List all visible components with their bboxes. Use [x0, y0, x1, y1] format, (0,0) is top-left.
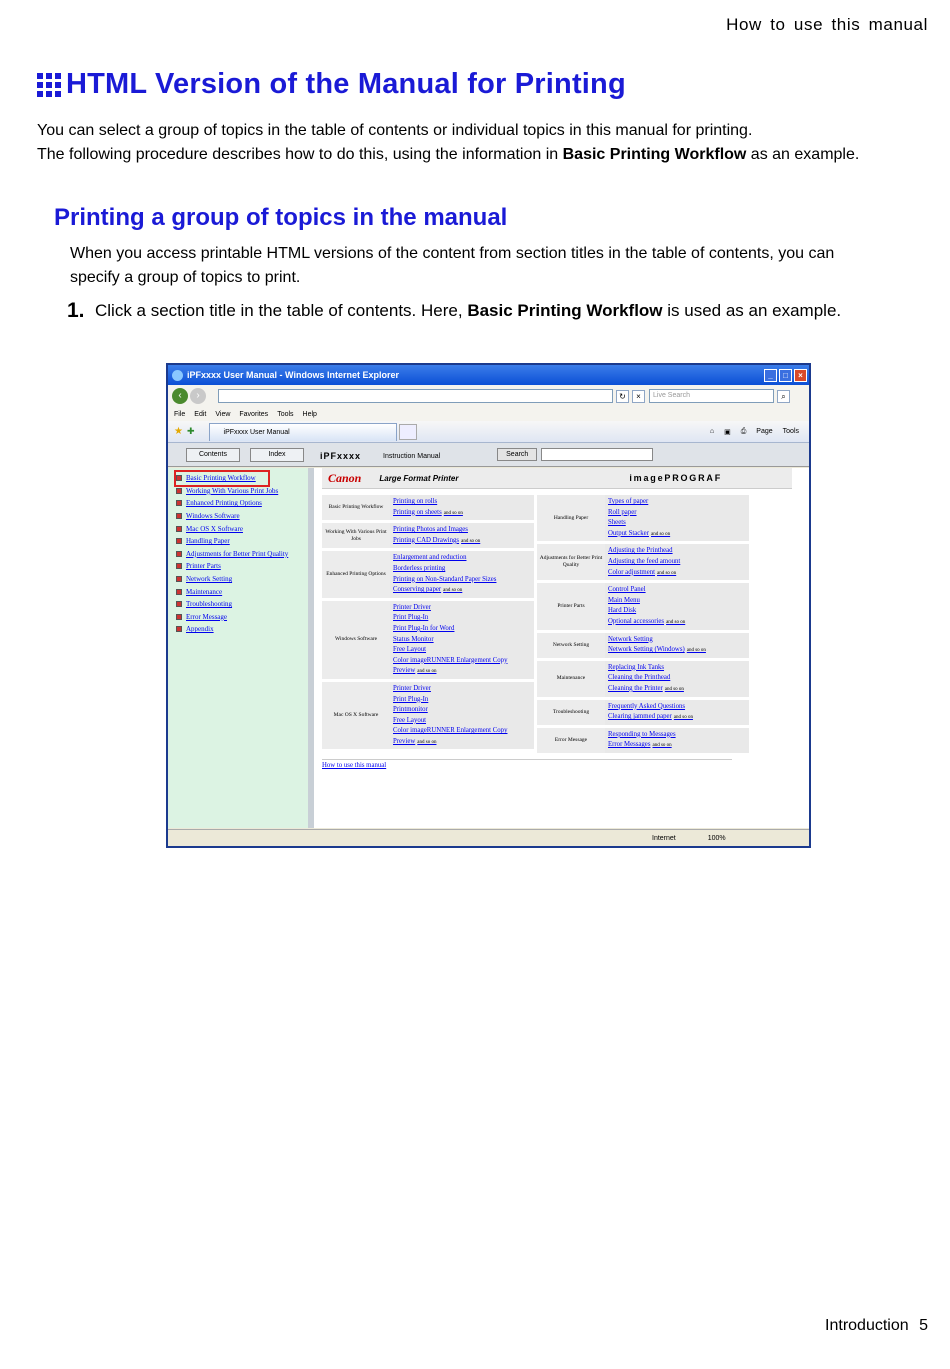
- topic-link[interactable]: [608, 730, 749, 741]
- search-button[interactable]: Search: [497, 448, 537, 461]
- topic-link[interactable]: [393, 508, 534, 519]
- section-heading: [37, 68, 626, 101]
- topic-link-label: Preview: [393, 737, 416, 745]
- toc-item[interactable]: [176, 585, 308, 598]
- back-icon[interactable]: ‹: [172, 388, 188, 404]
- topic-link-label: Print Plug-In: [393, 695, 429, 703]
- topic-link[interactable]: [608, 529, 749, 540]
- topic-category: [537, 544, 749, 580]
- bullet-icon: [176, 551, 182, 557]
- bullet-icon: [176, 526, 182, 532]
- topic-link-label: Adjusting the feed amount: [608, 557, 681, 565]
- category-links: [390, 601, 534, 679]
- tab-index[interactable]: Index: [250, 448, 304, 462]
- menu-edit[interactable]: Edit: [194, 410, 207, 418]
- bullet-icon: [176, 513, 182, 519]
- toc-item[interactable]: [176, 560, 308, 573]
- minimize-icon[interactable]: _: [764, 369, 777, 382]
- and-so-on-note: and so on: [461, 538, 481, 544]
- intro-line-1: You can select a group of topics in the table of contents or individual topics in this manual for printing.: [37, 122, 753, 139]
- toc-item-basic-printing-workflow[interactable]: [176, 472, 268, 485]
- topic-link[interactable]: [608, 617, 749, 628]
- page-menu[interactable]: Page: [756, 427, 773, 435]
- topic-link[interactable]: [608, 712, 749, 723]
- add-favorite-icon[interactable]: ✚: [186, 426, 195, 436]
- topic-column-right: [537, 495, 749, 756]
- topic-link[interactable]: [393, 635, 534, 646]
- bullet-icon: [176, 601, 182, 607]
- intro-paragraph: [37, 119, 917, 166]
- topic-link[interactable]: [608, 645, 749, 656]
- favorites-bar: [168, 421, 809, 443]
- topic-link-label: Sheets: [608, 519, 626, 527]
- stop-icon[interactable]: ×: [632, 390, 645, 403]
- menu-help[interactable]: Help: [302, 410, 317, 418]
- topic-link[interactable]: [393, 564, 534, 575]
- star-icon[interactable]: ★: [174, 426, 183, 437]
- topic-link-label: Clearing jammed paper: [608, 713, 672, 721]
- category-links: [390, 551, 534, 597]
- and-so-on-note: and so on: [650, 531, 671, 537]
- topic-link[interactable]: [393, 553, 534, 564]
- menu-favorites[interactable]: Favorites: [239, 410, 269, 418]
- bullet-icon: [176, 576, 182, 582]
- procedure-step: [67, 296, 867, 325]
- toc-label: Working With Various Print Jobs: [186, 486, 279, 495]
- address-bar: [168, 385, 809, 407]
- doc-title: Instruction Manual: [383, 453, 441, 460]
- topic-link-label: Print Plug-In: [393, 614, 429, 622]
- bullet-icon: [176, 538, 182, 544]
- toc-label: Printer Parts: [186, 562, 221, 571]
- category-name: Adjustments for Better Print Quality: [537, 544, 605, 580]
- topic-link-label: Color adjustment: [608, 568, 656, 576]
- toc-label: Troubleshooting: [186, 600, 233, 609]
- toc-label: Windows Software: [186, 512, 240, 521]
- topic-link-label: Hard Disk: [608, 607, 637, 615]
- topic-link[interactable]: [608, 702, 749, 713]
- and-so-on-note: and so on: [673, 715, 693, 721]
- topic-link-label: Output Stacker: [608, 529, 649, 537]
- bullet-icon: [176, 500, 182, 506]
- product-line: Large Format Printer: [379, 473, 459, 483]
- brand-banner: [322, 468, 792, 489]
- menu-bar: [168, 407, 809, 421]
- toc-item[interactable]: [176, 510, 308, 523]
- topic-link-label: Control Panel: [608, 586, 646, 594]
- topic-link-label: Enlargement and reduction: [393, 554, 467, 562]
- browser-tab[interactable]: iPFxxxx User Manual: [209, 423, 397, 441]
- topic-link-label: Preview: [393, 667, 416, 675]
- topic-link[interactable]: [608, 557, 749, 568]
- topic-category: [537, 583, 749, 629]
- topic-link-label: Printing Photos and Images: [393, 526, 468, 534]
- category-name: Maintenance: [537, 661, 605, 697]
- topic-link[interactable]: [393, 624, 534, 635]
- toc-label: Appendix: [186, 625, 214, 634]
- category-links: [605, 661, 749, 697]
- topic-category: [537, 700, 749, 725]
- menu-tools[interactable]: Tools: [277, 410, 294, 418]
- refresh-icon[interactable]: ↻: [616, 390, 629, 403]
- new-tab-button[interactable]: [399, 424, 417, 440]
- subheading: Printing a group of topics in the manual: [54, 204, 508, 231]
- topic-link-label: Printing CAD Drawings: [393, 536, 460, 544]
- topic-link[interactable]: [393, 585, 534, 596]
- and-so-on-note: and so on: [417, 669, 437, 675]
- topic-category: [322, 495, 534, 520]
- topic-link-label: Print Plug-In for Word: [393, 624, 455, 632]
- and-so-on-note: and so on: [664, 686, 684, 692]
- toc-item[interactable]: [176, 598, 308, 611]
- toc-label: Handling Paper: [186, 537, 230, 546]
- category-name: Handling Paper: [537, 495, 605, 541]
- toc-item[interactable]: [176, 611, 308, 624]
- zoom-level[interactable]: 100%: [707, 834, 726, 842]
- topic-link[interactable]: [393, 645, 534, 656]
- and-so-on-note: and so on: [443, 588, 463, 594]
- topic-column-left: [322, 495, 534, 756]
- subheading-description: When you access printable HTML versions of the content from section titles in the table of contents, you can specify a group of topics to print.: [70, 245, 835, 286]
- category-links: [390, 523, 534, 548]
- footer-section: Introduction: [825, 1317, 909, 1334]
- topic-link[interactable]: [393, 525, 534, 536]
- topic-link[interactable]: [393, 737, 534, 748]
- topic-link[interactable]: [608, 596, 749, 607]
- topic-link[interactable]: [608, 508, 749, 519]
- step-text-bold: Basic Printing Workflow: [467, 301, 663, 320]
- toc-item[interactable]: [176, 573, 308, 586]
- manual-main: [314, 468, 809, 828]
- grid-icon: [37, 73, 61, 97]
- bullet-icon: [176, 488, 182, 494]
- topic-link-label: Replacing Ink Tanks: [608, 663, 665, 671]
- menu-file[interactable]: File: [174, 410, 186, 418]
- topic-link-label: Error Messages: [608, 741, 651, 749]
- and-so-on-note: and so on: [443, 510, 463, 516]
- tools-menu[interactable]: Tools: [782, 427, 799, 435]
- category-name: Troubleshooting: [537, 700, 605, 725]
- category-links: [605, 583, 749, 629]
- and-so-on-note: and so on: [657, 570, 677, 576]
- search-input[interactable]: [541, 448, 653, 461]
- topic-link[interactable]: [608, 740, 749, 751]
- heading-text: HTML Version of the Manual for Printing: [66, 68, 626, 100]
- topic-link[interactable]: [608, 546, 749, 557]
- toc-label: Enhanced Printing Options: [186, 499, 262, 508]
- topic-link-label: Status Monitor: [393, 635, 434, 643]
- topic-link[interactable]: [393, 684, 534, 695]
- topic-category: [537, 661, 749, 697]
- topic-link[interactable]: [393, 716, 534, 727]
- topic-link[interactable]: [393, 666, 534, 677]
- category-name: Printer Parts: [537, 583, 605, 629]
- ie-logo-icon: [172, 370, 183, 381]
- topic-category: [537, 728, 749, 753]
- internet-zone: Internet: [652, 834, 676, 842]
- topic-category: [322, 523, 534, 548]
- category-links: [605, 700, 749, 725]
- toc-item[interactable]: [176, 497, 308, 510]
- topic-link-label: Cleaning the Printer: [608, 684, 663, 692]
- topic-link[interactable]: [393, 603, 534, 614]
- topic-link[interactable]: [608, 673, 749, 684]
- category-links: [605, 728, 749, 753]
- running-header: How to use this manual: [726, 15, 928, 34]
- topic-link-label: Network Setting: [608, 635, 653, 643]
- bullet-icon: [176, 589, 182, 595]
- topic-category: [537, 495, 749, 541]
- category-links: [390, 682, 534, 750]
- topic-link-label: Borderless printing: [393, 564, 446, 572]
- and-so-on-note: and so on: [417, 739, 437, 745]
- topic-link-label: Roll paper: [608, 508, 637, 516]
- step-text-post: is used as an example.: [662, 301, 842, 320]
- step-number: 1.: [67, 299, 85, 322]
- search-icon[interactable]: ⌕: [777, 390, 790, 403]
- feeds-icon[interactable]: ▣: [724, 428, 731, 436]
- print-icon[interactable]: ⎙: [740, 427, 747, 435]
- menu-view[interactable]: View: [215, 410, 231, 418]
- topic-link[interactable]: [608, 635, 749, 646]
- category-name: Windows Software: [322, 601, 390, 679]
- imageprograf-logo: imagePROGRAF: [629, 473, 722, 483]
- window-title: iPFxxxx User Manual - Windows Internet Explorer: [187, 370, 399, 380]
- toc-label: Maintenance: [186, 587, 223, 596]
- bullet-icon: [176, 614, 182, 620]
- window-titlebar: [168, 365, 809, 385]
- category-links: [605, 544, 749, 580]
- toc-item[interactable]: [176, 548, 308, 561]
- topic-link-label: Cleaning the Printhead: [608, 674, 671, 682]
- topic-category: [322, 682, 534, 750]
- toc-item[interactable]: [176, 623, 308, 636]
- close-icon[interactable]: ×: [794, 369, 807, 382]
- category-links: [605, 633, 749, 658]
- maximize-icon[interactable]: □: [779, 369, 792, 382]
- category-name: Working With Various Print Jobs: [322, 523, 390, 548]
- toc-label: Basic Printing Workflow: [186, 474, 256, 483]
- topic-link-label: Conserving paper: [393, 586, 442, 594]
- bullet-icon: [176, 563, 182, 569]
- topic-link-label: Free Layout: [393, 646, 427, 654]
- topic-link-label: Printing on sheets: [393, 508, 442, 516]
- topic-link-label: Printmonitor: [393, 706, 428, 714]
- page-footer: [825, 1317, 928, 1335]
- category-name: Basic Printing Workflow: [322, 495, 390, 520]
- bullet-icon: [176, 475, 182, 481]
- forward-icon[interactable]: ›: [190, 388, 206, 404]
- and-so-on-note: and so on: [686, 648, 706, 654]
- page-number: 5: [919, 1317, 928, 1334]
- toc-item[interactable]: [176, 485, 308, 498]
- topic-link-label: Printing on rolls: [393, 498, 438, 505]
- topic-link[interactable]: [393, 575, 534, 586]
- status-bar: [168, 829, 809, 846]
- intro-text-end: as an example.: [746, 145, 860, 163]
- category-name: Enhanced Printing Options: [322, 551, 390, 597]
- intro-text: The following procedure describes how to do this, using the information in: [37, 145, 563, 163]
- topic-link[interactable]: [393, 695, 534, 706]
- toc-label: Network Setting: [186, 575, 233, 584]
- topic-link[interactable]: [608, 663, 749, 674]
- manual-toolbar: [168, 443, 809, 467]
- live-search-input[interactable]: Live Search: [649, 389, 774, 403]
- topic-link-label: Printer Driver: [393, 603, 431, 611]
- topic-link-label: Printer Driver: [393, 684, 431, 692]
- topic-link[interactable]: [393, 613, 534, 624]
- tab-contents[interactable]: Contents: [186, 448, 240, 462]
- toc-label: Error Message: [186, 612, 228, 621]
- toc-label: Mac OS X Software: [186, 524, 243, 533]
- topic-link[interactable]: [608, 684, 749, 695]
- topic-link-label: Printing on Non-Standard Paper Sizes: [393, 575, 497, 583]
- topic-link-label: Free Layout: [393, 716, 427, 724]
- intro-bold: Basic Printing Workflow: [562, 145, 747, 163]
- topic-grid: [322, 495, 809, 756]
- topic-link-label: Color imageRUNNER Enlargement Copy: [393, 727, 508, 735]
- address-input[interactable]: [218, 389, 613, 403]
- topic-link[interactable]: [608, 568, 749, 579]
- home-icon[interactable]: ⌂: [709, 427, 715, 435]
- bullet-icon: [176, 626, 182, 632]
- intro-line-2: [37, 143, 917, 167]
- command-bar: [710, 428, 799, 436]
- topic-link-label: Color imageRUNNER Enlargement Copy: [393, 656, 508, 664]
- category-name: Network Setting: [537, 633, 605, 658]
- step-text: [95, 296, 867, 325]
- toc-sidebar: [168, 468, 314, 828]
- category-links: [605, 495, 749, 541]
- canon-logo: Canon: [328, 470, 362, 485]
- topic-link[interactable]: [608, 585, 749, 596]
- topic-link-label: Optional accessories: [608, 617, 665, 625]
- topic-link-label: Network Setting (Windows): [608, 646, 685, 654]
- how-to-use-link[interactable]: How to use this manual: [322, 759, 732, 769]
- and-so-on-note: and so on: [666, 619, 686, 625]
- category-links: [390, 495, 534, 520]
- topic-link-label: Frequently Asked Questions: [608, 702, 686, 710]
- topic-link[interactable]: [393, 656, 534, 667]
- topic-link[interactable]: [393, 536, 534, 547]
- topic-link[interactable]: [608, 606, 749, 617]
- topic-link[interactable]: [393, 726, 534, 737]
- topic-link[interactable]: [608, 497, 749, 508]
- topic-link-label: Adjusting the Printhead: [608, 547, 673, 555]
- browser-screenshot: [166, 363, 811, 848]
- topic-link-label: Responding to Messages: [608, 730, 676, 738]
- model-name: iPFxxxx: [320, 451, 362, 461]
- toc-label: Adjustments for Better Print Quality: [186, 549, 289, 558]
- topic-link-label: Main Menu: [608, 596, 640, 604]
- toc-item[interactable]: [176, 535, 308, 548]
- topic-link[interactable]: [393, 705, 534, 716]
- topic-link-label: Types of paper: [608, 498, 649, 505]
- and-so-on-note: and so on: [652, 743, 672, 749]
- topic-link[interactable]: [393, 497, 534, 508]
- topic-category: [322, 551, 534, 597]
- topic-link[interactable]: [608, 518, 749, 529]
- topic-category: [322, 601, 534, 679]
- page-content: [168, 468, 809, 828]
- step-text-pre: Click a section title in the table of contents. Here,: [95, 301, 468, 320]
- category-name: Error Message: [537, 728, 605, 753]
- category-name: Mac OS X Software: [322, 682, 390, 750]
- topic-category: [537, 633, 749, 658]
- toc-item[interactable]: [176, 522, 308, 535]
